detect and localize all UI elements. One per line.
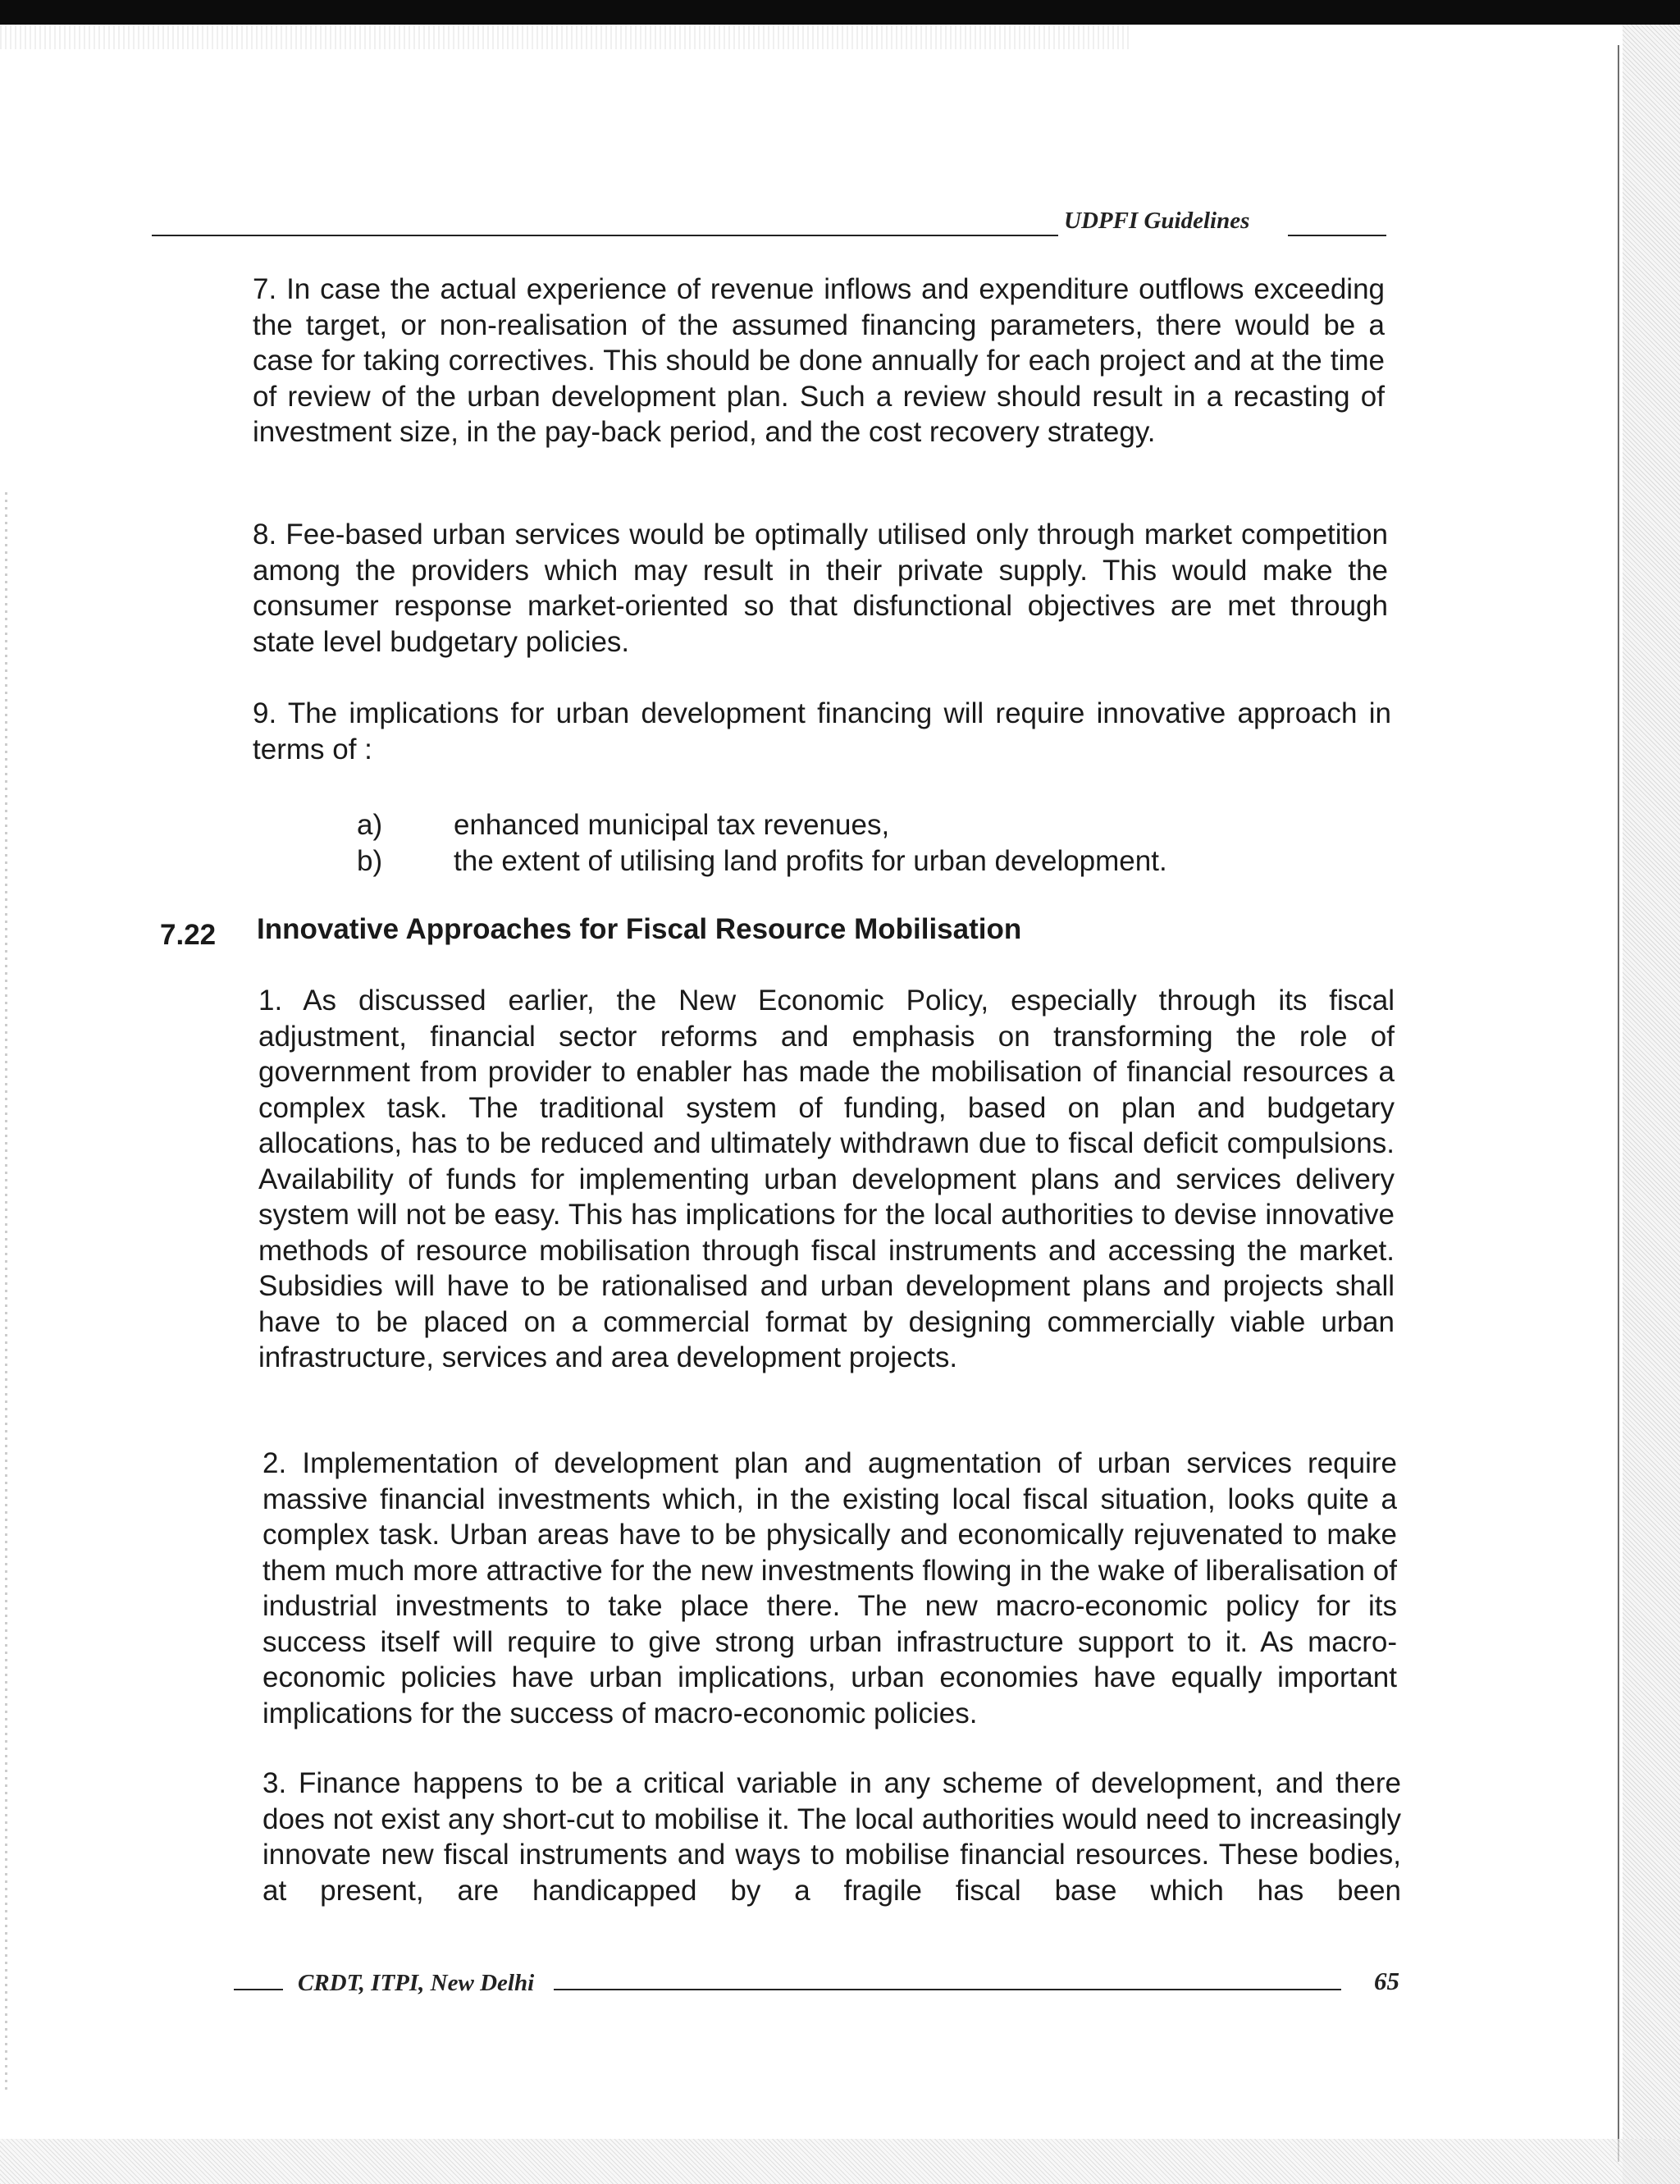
section-paragraph-2: 2. Implementation of development plan and augmentation of urban services require massive financial investments which, in the existing local fiscal situation, looks quite a complex task. Urban areas have to be physically and economically rejuvenated to make them much more attractive for the new investments flowing in the wake of liberalisation of industrial investments to take place there. The new macro-economic policy for its success itself will require to give strong urban infrastructure support to it. As macro-economic policies have urban implications, urban economies have equally important implications for the success of macro-economic policies. — [262, 1447, 1397, 1729]
list-item — [357, 843, 1167, 880]
implications-list — [357, 807, 1167, 879]
paragraph-7: 7. In case the actual experience of revenue inflows and expenditure outflows exceeding the target, or non-realisation of the assumed financing parameters, there would be a case for taking correctives. This should be done annually for each project and at the time of review of the urban development plan. Such a review should result in a recasting of investment size, in the pay-back period, and the cost recovery strategy. — [253, 273, 1385, 448]
list-marker: a) — [357, 809, 383, 841]
page-edge-line — [1618, 45, 1619, 2162]
header-rule-end — [1288, 235, 1386, 236]
paragraph-8: 8. Fee-based urban services would be optimally utilised only through market competition among the providers which may result in their private supply. This would make the consumer response market-oriented so that disfunctional objectives are met through state level budgetary policies. — [253, 519, 1388, 658]
scan-noise-top — [0, 25, 1132, 49]
header-title: UDPFI Guidelines — [1064, 208, 1250, 234]
scan-right-edge — [1623, 25, 1680, 2184]
list-item — [357, 807, 1167, 843]
paragraph-9: 9. The implications for urban development financing will require innovative approach in terms of : — [253, 697, 1391, 765]
footer-rule — [554, 1989, 1341, 1990]
section-title: Innovative Approaches for Fiscal Resource Mobilisation — [257, 913, 1022, 945]
page-number: 65 — [1374, 1967, 1399, 1995]
scan-bottom-edge — [0, 2139, 1680, 2184]
section-paragraph-1: 1. As discussed earlier, the New Economic Policy, especially through its fiscal adjustment, financial sector reforms and emphasis on transforming the role of government from provider to enabler has made the mobilisation of financial resources a complex task. The traditional system of funding, based on plan and budgetary allocations, has to be reduced and ultimately withdrawn due to fiscal deficit compulsions. Availability of funds for implementing urban development plans and services delivery system will not be easy. This has implications for the local authorities to devise innovative methods of resource mobilisation through fiscal instruments and accessing the market. Subsidies will have to be rationalised and urban development plans and projects shall have to be placed on a commercial format by designing commercially viable urban infrastructure, services and area development projects. — [258, 985, 1395, 1373]
scan-top-border — [0, 0, 1680, 25]
header-rule — [152, 235, 1058, 236]
list-item-text: the extent of utilising land profits for urban development. — [454, 844, 1167, 877]
running-footer — [234, 1967, 1403, 1999]
scan-left-edge — [5, 492, 7, 2092]
list-item-text: enhanced municipal tax revenues, — [454, 809, 890, 841]
list-marker: b) — [357, 844, 383, 877]
section-paragraph-3: 3. Finance happens to be a critical variable in any scheme of development, and there does not exist any short-cut to mobilise it. The local authorities would need to increasingly innovate new fiscal instruments and ways to mobilise financial resources. These bodies, at present, are handicapped by a fragile fiscal base which has been — [262, 1767, 1401, 1907]
footer-dash — [234, 1989, 283, 1990]
footer-text: CRDT, ITPI, New Delhi — [298, 1970, 535, 1996]
running-header — [152, 208, 1386, 240]
section-number: 7.22 — [160, 919, 217, 951]
